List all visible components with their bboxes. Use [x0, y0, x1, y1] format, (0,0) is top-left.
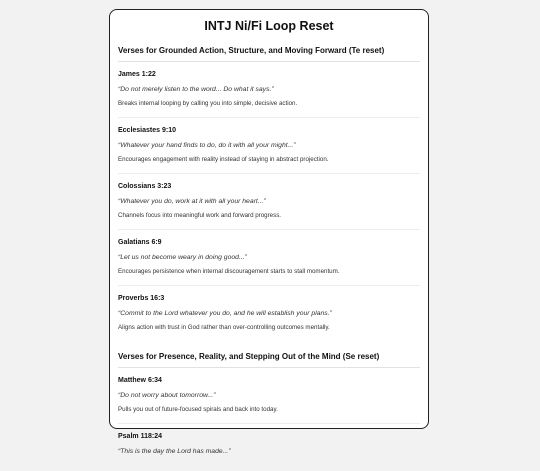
verse-item: [118, 230, 420, 286]
section-se-reset: [118, 352, 420, 471]
verse-note: Aligns action with trust in God rather than over-controlling outcomes mentally.: [118, 324, 330, 331]
section-te-reset: [118, 46, 420, 341]
verse-quote: “Whatever you do, work at it with all your heart...”: [118, 198, 266, 205]
verse-quote: “Let us not become weary in doing good...”: [118, 254, 247, 261]
verse-item: [118, 62, 420, 118]
verse-item: [118, 368, 420, 424]
verse-reference: Colossians 3:23: [118, 183, 172, 190]
verse-item: [118, 174, 420, 230]
verse-reference: Matthew 6:34: [118, 377, 162, 384]
verse-item: [118, 118, 420, 174]
verse-note: Encourages engagement with reality instead of staying in abstract projection.: [118, 156, 329, 163]
verse-quote: “This is the day the Lord has made...”: [118, 448, 231, 455]
verse-reference: Ecclesiastes 9:10: [118, 127, 176, 134]
section-heading: Verses for Presence, Reality, and Stepping Out of the Mind (Se reset): [118, 352, 420, 368]
verse-note: Pulls you out of future-focused spirals and back into today.: [118, 406, 278, 413]
verse-item: [118, 424, 420, 471]
verse-quote: “Do not worry about tomorrow...”: [118, 392, 216, 399]
verse-reference: Galatians 6:9: [118, 239, 162, 246]
verse-note: Channels focus into meaningful work and forward progress.: [118, 212, 282, 219]
section-heading: Verses for Grounded Action, Structure, and Moving Forward (Te reset): [118, 46, 420, 62]
verse-reference: Proverbs 16:3: [118, 295, 165, 302]
verse-note: Breaks internal looping by calling you into simple, decisive action.: [118, 100, 298, 107]
verse-quote: “Commit to the Lord whatever you do, and he will establish your plans.”: [118, 310, 332, 317]
verse-quote: “Whatever your hand finds to do, do it with all your might...”: [118, 142, 296, 149]
verse-item: [118, 286, 420, 341]
verses-card: [109, 9, 429, 455]
verse-note: Encourages persistence when internal discouragement starts to stall momentum.: [118, 268, 340, 275]
verse-reference: Psalm 118:24: [118, 433, 162, 440]
verse-reference: James 1:22: [118, 71, 156, 78]
verse-quote: “Do not merely listen to the word... Do what it says.”: [118, 86, 274, 93]
page-title: INTJ Ni/Fi Loop Reset: [204, 19, 334, 33]
